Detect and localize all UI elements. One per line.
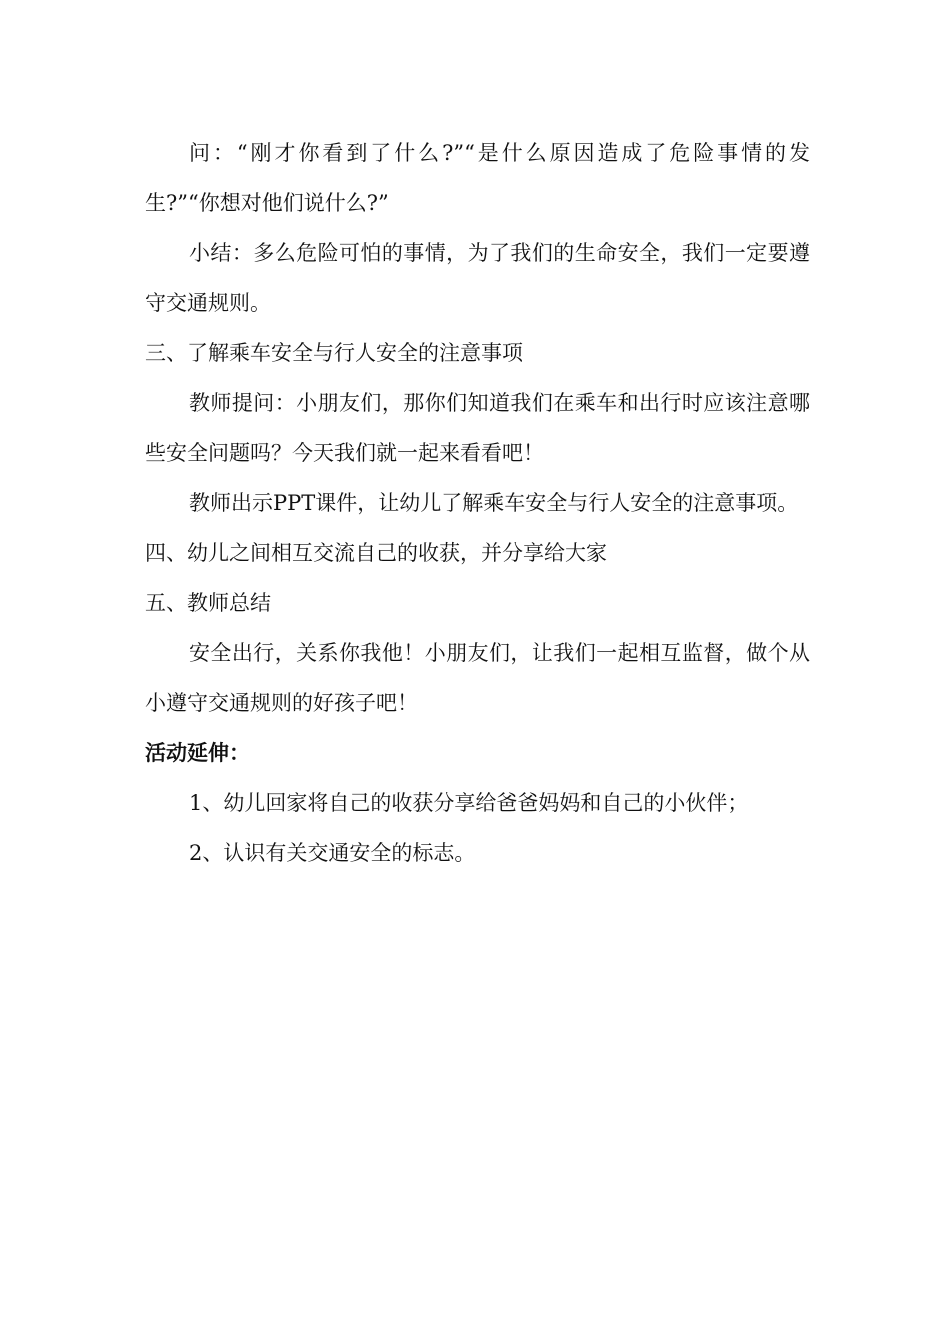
section-heading-5: 五、教师总结 [145,591,271,615]
paragraph-conclusion: 安全出行，关系你我他！小朋友们，让我们一起相互监督，做个从小遵守交通规则的好孩子吧！ [145,641,810,715]
document-body [145,128,810,878]
paragraph-teacher-question: 教师提问：小朋友们，那你们知道我们在乘车和出行时应该注意哪些安全问题吗？今天我们就一起来看看吧！ [145,391,810,465]
extension-item-1: 1、幼儿回家将自己的收获分享给爸爸妈妈和自己的小伙伴； [189,791,749,815]
paragraph-ppt: 教师出示PPT课件，让幼儿了解乘车安全与行人安全的注意事项。 [189,491,799,515]
paragraph-question: 问：“刚才你看到了什么?”“是什么原因造成了危险事情的发生?”“你想对他们说什么?” [145,141,810,215]
section-heading-3: 三、了解乘车安全与行人安全的注意事项 [145,341,523,365]
section-heading-4: 四、幼儿之间相互交流自己的收获，并分享给大家 [145,541,607,565]
extension-item-2: 2、认识有关交通安全的标志。 [189,841,476,865]
paragraph-summary: 小结：多么危险可怕的事情，为了我们的生命安全，我们一定要遵守交通规则。 [145,241,810,315]
activity-extension-heading: 活动延伸： [145,741,250,765]
